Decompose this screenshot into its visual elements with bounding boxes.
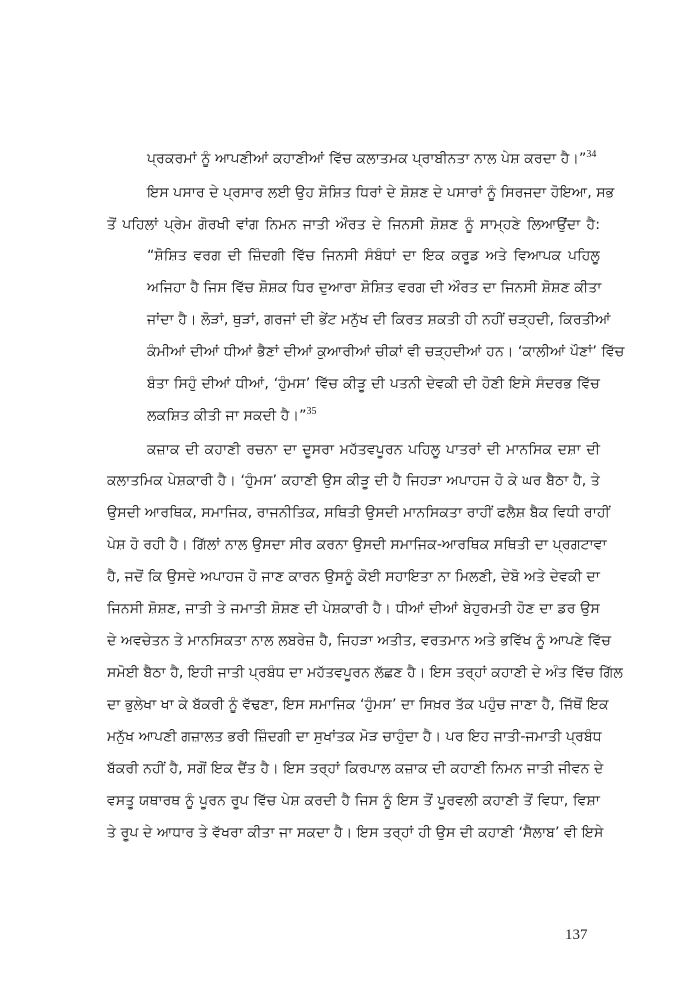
line-text: ਪ੍ਰਕਰਮਾਂ ਨੂੰ ਆਪਣੀਆਂ ਕਹਾਣੀਆਂ ਵਿੱਚ ਕਲਾਤਮਕ ਪ੍ਰਾਬੀਨਤਾ ਨਾਲ ਪੇਸ਼ ਕਰਦਾ ਹੈ।” <box>147 151 587 167</box>
paragraph-line <box>147 149 600 169</box>
quote-line: “ਸ਼ੋਸ਼ਿਤ ਵਰਗ ਦੀ ਜ਼ਿੰਦਗੀ ਵਿੱਚ ਜਿਨਸੀ ਸੰਬੰਧਾਂ ਦਾ ਇਕ ਕਰੂਡ ਅਤੇ ਵਿਆਪਕ ਪਹਿਲੂ <box>147 248 600 264</box>
paragraph-line: ਸਮੋਈ ਬੈਠਾ ਹੈ, ਇਹੀ ਜਾਤੀ ਪ੍ਰਬੰਧ ਦਾ ਮਹੱਤਵਪੂਰਨ ਲੱਛਣ ਹੈ। ਇਸ ਤਰ੍ਹਾਂ ਕਹਾਣੀ ਦੇ ਅੰਤ ਵਿੱਚ ਗਿੱਲ <box>107 665 624 681</box>
paragraph-line: ਵਸਤੂ ਯਥਾਰਥ ਨੂੰ ਪੂਰਨ ਰੂਪ ਵਿੱਚ ਪੇਸ਼ ਕਰਦੀ ਹੈ ਜਿਸ ਨੂੰ ਇਸ ਤੋਂ ਪੂਰਵਲੀ ਕਹਾਣੀ ਤੋਂ ਵਿਧਾ, ਵਿਸ਼ਾ <box>107 793 600 809</box>
page-number: 137 <box>565 927 588 943</box>
paragraph-line: ਹੈ, ਜਦੋਂ ਕਿ ਉਸਦੇ ਅਪਾਹਜ ਹੋ ਜਾਣ ਕਾਰਨ ਉਸਨੂੰ ਕੋਈ ਸਹਾਇਤਾ ਨਾ ਮਿਲਣੀ, ਦੇਬੋ ਅਤੇ ਦੇਵਕੀ ਦਾ <box>107 569 600 585</box>
paragraph-line: ਮਨੁੱਖ ਆਪਣੀ ਗਜ਼ਾਲਤ ਭਰੀ ਜ਼ਿੰਦਗੀ ਦਾ ਸੁਖਾਂਤਕ ਮੋੜ ਚਾਹੁੰਦਾ ਹੈ। ਪਰ ਇਹ ਜਾਤੀ-ਜਮਾਤੀ ਪ੍ਰਬੰਧ <box>107 729 602 745</box>
paragraph-line: ਬੱਕਰੀ ਨਹੀਂ ਹੈ, ਸਗੋਂ ਇਕ ਦੈਂਤ ਹੈ। ਇਸ ਤਰ੍ਹਾਂ ਕਿਰਪਾਲ ਕਜ਼ਾਕ ਦੀ ਕਹਾਣੀ ਨਿਮਨ ਜਾਤੀ ਜੀਵਨ ਦੇ <box>107 761 604 777</box>
paragraph-line: ਇਸ ਪਸਾਰ ਦੇ ਪ੍ਰਸਾਰ ਲਈ ਉਹ ਸ਼ੋਸ਼ਿਤ ਧਿਰਾਂ ਦੇ ਸ਼ੋਸ਼ਣ ਦੇ ਪਸਾਰਾਂ ਨੂੰ ਸਿਰਜਦਾ ਹੋਇਆ, ਸਭ <box>147 185 615 201</box>
paragraph-line: ਦੇ ਅਵਚੇਤਨ ਤੇ ਮਾਨਸਿਕਤਾ ਨਾਲ ਲਬਰੇਜ਼ ਹੈ, ਜਿਹੜਾ ਅਤੀਤ, ਵਰਤਮਾਨ ਅਤੇ ਭਵਿੱਖ ਨੂੰ ਆਪਣੇ ਵਿੱਚ <box>107 633 612 649</box>
paragraph-line: ਦਾ ਭੁਲੇਖਾ ਖਾ ਕੇ ਬੱਕਰੀ ਨੂੰ ਵੱਢਣਾ, ਇਸ ਸਮਾਜਿਕ ‘ਹੁੰਮਸ’ ਦਾ ਸਿਖ਼ਰ ਤੱਕ ਪਹੁੰਚ ਜਾਣਾ ਹੈ, ਜਿੱਥੋਂ ਇਕ <box>107 697 609 713</box>
paragraph-line: ਪੇਸ਼ ਹੋ ਰਹੀ ਹੈ। ਗਿੱਲਾਂ ਨਾਲ ਉਸਦਾ ਸੀਰ ਕਰਨਾ ਉਸਦੀ ਸਮਾਜਿਕ-ਆਰਥਿਕ ਸਥਿਤੀ ਦਾ ਪ੍ਰਗਟਾਵਾ <box>107 537 607 553</box>
footnote-marker: 35 <box>306 406 317 417</box>
quote-line <box>147 406 600 426</box>
quote-line: ਜਾਂਦਾ ਹੈ। ਲੋੜਾਂ, ਥੁੜਾਂ, ਗਰਜਾਂ ਦੀ ਭੇਂਟ ਮਨੁੱਖ ਦੀ ਕਿਰਤ ਸ਼ਕਤੀ ਹੀ ਨਹੀਂ ਚੜ੍ਹਦੀ, ਕਿਰਤੀਆਂ <box>147 312 611 328</box>
line-text: ਲਕਸ਼ਿਤ ਕੀਤੀ ਜਾ ਸਕਦੀ ਹੈ।” <box>147 408 307 424</box>
paragraph-line: ਕਲਾਤਮਿਕ ਪੇਸ਼ਕਾਰੀ ਹੈ। ‘ਹੁੰਮਸ’ ਕਹਾਣੀ ਉਸ ਕੀੜੂ ਦੀ ਹੈ ਜਿਹੜਾ ਅਪਾਹਜ ਹੋ ਕੇ ਘਰ ਬੈਠਾ ਹੈ, ਤੇ <box>107 473 600 489</box>
quote-line: ਕੰਮੀਆਂ ਦੀਆਂ ਧੀਆਂ ਭੈਣਾਂ ਦੀਆਂ ਕੁਆਰੀਆਂ ਚੀਕਾਂ ਵੀ ਚੜ੍ਹਦੀਆਂ ਹਨ। ‘ਕਾਲੀਆਂ ਪੌਣਾਂ’ ਵਿੱਚ <box>147 344 625 360</box>
quote-line: ਅਜਿਹਾ ਹੈ ਜਿਸ ਵਿੱਚ ਸ਼ੋਸ਼ਕ ਧਿਰ ਦੁਆਰਾ ਸ਼ੋਸ਼ਿਤ ਵਰਗ ਦੀ ਔਰਤ ਦਾ ਜਿਨਸੀ ਸ਼ੋਸ਼ਣ ਕੀਤਾ <box>147 280 602 296</box>
paragraph-line: ਕਜ਼ਾਕ ਦੀ ਕਹਾਣੀ ਰਚਨਾ ਦਾ ਦੂਸਰਾ ਮਹੱਤਵਪੂਰਨ ਪਹਿਲੂ ਪਾਤਰਾਂ ਦੀ ਮਾਨਸਿਕ ਦਸ਼ਾ ਦੀ <box>147 442 600 458</box>
quote-line: ਬੰਤਾ ਸਿਹੁੰ ਦੀਆਂ ਧੀਆਂ, ‘ਹੁੰਮਸ’ ਵਿੱਚ ਕੀੜੂ ਦੀ ਪਤਨੀ ਦੇਵਕੀ ਦੀ ਹੋਣੀ ਇਸੇ ਸੰਦਰਭ ਵਿੱਚ <box>147 376 600 392</box>
paragraph-line: ਤੋਂ ਪਹਿਲਾਂ ਪ੍ਰੇਮ ਗੋਰਖੀ ਵਾਂਗ ਨਿਮਨ ਜਾਤੀ ਔਰਤ ਦੇ ਜਿਨਸੀ ਸ਼ੋਸ਼ਣ ਨੂੰ ਸਾਮ੍ਹਣੇ ਲਿਆਉਂਦਾ ਹੈ: <box>107 217 600 233</box>
paragraph-line: ਤੇ ਰੂਪ ਦੇ ਆਧਾਰ ਤੇ ਵੱਖਰਾ ਕੀਤਾ ਜਾ ਸਕਦਾ ਹੈ। ਇਸ ਤਰ੍ਹਾਂ ਹੀ ਉਸ ਦੀ ਕਹਾਣੀ ‘ਸੈਲਾਬ’ ਵੀ ਇਸੇ <box>107 825 604 841</box>
paragraph-line: ਜਿਨਸੀ ਸ਼ੋਸ਼ਣ, ਜਾਤੀ ਤੇ ਜਮਾਤੀ ਸ਼ੋਸ਼ਣ ਦੀ ਪੇਸ਼ਕਾਰੀ ਹੈ। ਧੀਆਂ ਦੀਆਂ ਬੇਹੁਰਮਤੀ ਹੋਣ ਦਾ ਡਰ ਉਸ <box>107 601 600 617</box>
footnote-marker: 34 <box>586 149 597 160</box>
paragraph-line: ਉਸਦੀ ਆਰਥਿਕ, ਸਮਾਜਿਕ, ਰਾਜਨੀਤਿਕ, ਸਥਿਤੀ ਉਸਦੀ ਮਾਨਸਿਕਤਾ ਰਾਹੀਂ ਫਲੈਸ਼ ਬੈਕ ਵਿਧੀ ਰਾਹੀਂ <box>107 505 610 521</box>
